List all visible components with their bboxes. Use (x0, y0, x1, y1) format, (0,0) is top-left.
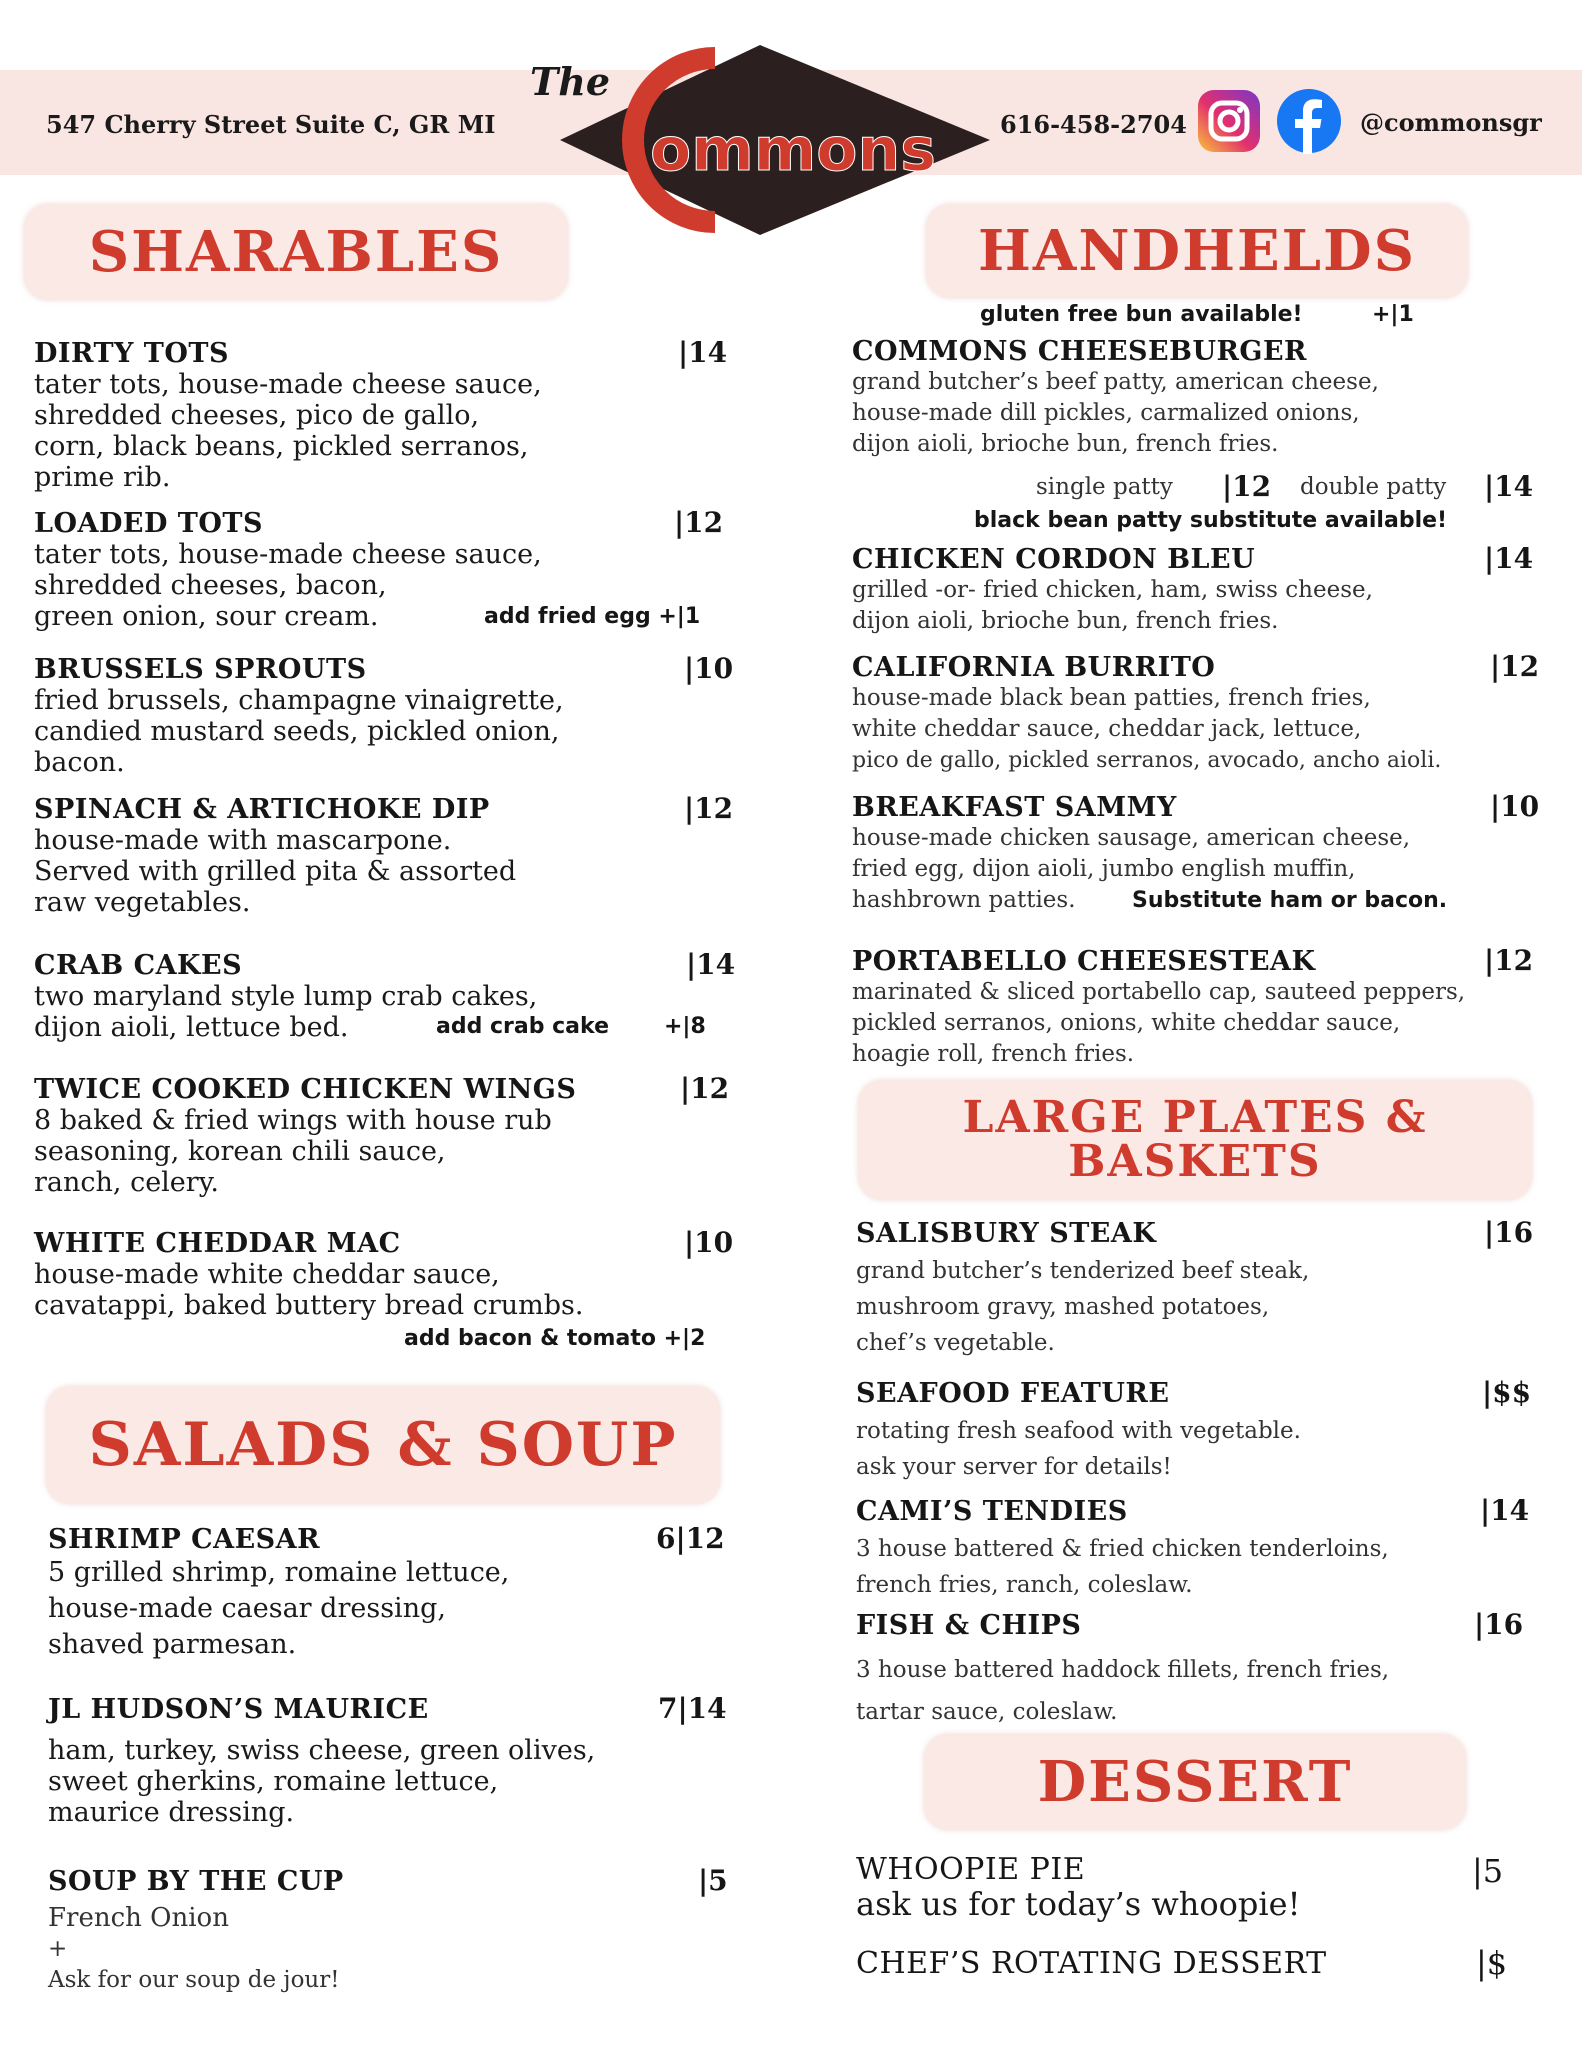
menu-item (34, 1074, 576, 1198)
logo-commons: ommons (650, 115, 936, 185)
large-plates-title-line1: LARGE PLATES & (962, 1092, 1428, 1143)
item-desc-line: raw vegetables. (34, 887, 251, 918)
large-plates-title-line2: BASKETS (1068, 1136, 1322, 1187)
item-note: black bean patty substitute available! (974, 508, 1448, 533)
item-desc-line: candied mustard seeds, pickled onion, (34, 716, 560, 747)
item-note: add crab cake (436, 1014, 609, 1039)
item-price: |14 (1484, 542, 1534, 575)
menu-item (856, 1496, 1389, 1603)
item-desc-line: corn, black beans, pickled serranos, (34, 431, 529, 462)
item-price: |10 (1490, 790, 1540, 823)
item-desc-line: green onion, sour cream. (34, 601, 379, 632)
item-desc-line: pico de gallo, pickled serranos, avocado, ancho aioli. (852, 748, 1442, 773)
item-name: TWICE COOKED CHICKEN WINGS (34, 1074, 577, 1105)
item-name: COMMONS CHEESEBURGER (852, 336, 1307, 367)
double-patty-price: |14 (1484, 470, 1534, 503)
gf-price: +|1 (1372, 302, 1414, 327)
item-name: SHRIMP CAESAR (48, 1524, 321, 1555)
item-desc-line: ranch, celery. (34, 1167, 219, 1198)
item-name: JL HUDSON’S MAURICE (48, 1694, 429, 1725)
item-desc-line: house-made caesar dressing, (48, 1593, 446, 1624)
dessert-title: DESSERT (1037, 1749, 1353, 1815)
menu-item (34, 338, 542, 493)
logo (520, 40, 1000, 240)
double-patty-label: double patty (1300, 474, 1447, 500)
item-name: SEAFOOD FEATURE (856, 1378, 1170, 1409)
item-note: Substitute ham or bacon. (1132, 888, 1448, 913)
single-patty-label: single patty (1036, 474, 1173, 500)
item-name: BREAKFAST SAMMY (852, 792, 1177, 823)
item-desc-line: grand butcher’s tenderized beef steak, (856, 1258, 1310, 1284)
item-price: |14 (1480, 1494, 1530, 1527)
menu-item (856, 1946, 1327, 1981)
facebook-icon[interactable] (1276, 88, 1342, 154)
item-price: |$ (1476, 1944, 1508, 1982)
item-name: LOADED TOTS (34, 508, 263, 539)
item-note: add bacon & tomato +|2 (404, 1326, 706, 1351)
item-desc-line: white cheddar sauce, cheddar jack, lettuce, (852, 716, 1362, 742)
item-price: |5 (698, 1864, 728, 1897)
item-name: DIRTY TOTS (34, 338, 229, 369)
item-desc-line: ask your server for details! (856, 1454, 1172, 1480)
menu-item (34, 508, 542, 632)
item-desc-line: seasoning, korean chili sauce, (34, 1136, 446, 1167)
item-desc-line: house-made black bean patties, french fries, (852, 685, 1371, 711)
item-desc-line: 8 baked & fried wings with house rub (34, 1105, 552, 1136)
item-desc-line: sweet gherkins, romaine lettuce, (48, 1766, 499, 1797)
item-desc-line: ham, turkey, swiss cheese, green olives, (48, 1735, 596, 1766)
sharables-header (24, 204, 568, 300)
item-price: |5 (1472, 1852, 1504, 1890)
item-name: PORTABELLO CHEESESTEAK (852, 946, 1316, 977)
social-handle: @commonsgr (1360, 108, 1542, 137)
item-desc-line: two maryland style lump crab cakes, (34, 981, 538, 1012)
item-price: |16 (1484, 1216, 1534, 1249)
item-desc-line: chef’s vegetable. (856, 1330, 1055, 1356)
item-desc-line: mushroom gravy, mashed potatoes, (856, 1294, 1270, 1320)
item-desc-line: shaved parmesan. (48, 1629, 297, 1660)
item-price: |10 (684, 1226, 734, 1259)
menu-item (34, 794, 516, 918)
item-desc-line: house-made with mascarpone. (34, 825, 452, 856)
menu-item (34, 1228, 583, 1321)
item-name: FISH & CHIPS (856, 1610, 1082, 1641)
item-name: CALIFORNIA BURRITO (852, 652, 1216, 683)
menu-item (48, 1694, 595, 1828)
item-desc-line: ask us for today’s whoopie! (856, 1885, 1301, 1923)
menu-item (856, 1218, 1309, 1361)
item-desc-line: fried brussels, champagne vinaigrette, (34, 685, 564, 716)
item-name: CAMI’S TENDIES (856, 1496, 1128, 1527)
item-desc-line: 5 grilled shrimp, romaine lettuce, (48, 1557, 510, 1588)
menu-item (48, 1866, 344, 1996)
item-desc-line: prime rib. (34, 462, 171, 493)
menu-item (856, 1378, 1301, 1485)
item-desc-line: shredded cheeses, pico de gallo, (34, 400, 480, 431)
menu-item (852, 652, 1441, 776)
item-name: WHOOPIE PIE (856, 1852, 1086, 1887)
single-patty-price: |12 (1222, 470, 1272, 503)
handhelds-header (926, 204, 1468, 298)
salads-title: SALADS & SOUP (88, 1410, 678, 1480)
menu-item (856, 1852, 1300, 1921)
menu-item (852, 336, 1379, 460)
dessert-header (924, 1734, 1466, 1830)
item-desc-line: dijon aioli, brioche bun, french fries. (852, 608, 1279, 634)
phone: 616-458-2704 (1000, 110, 1187, 139)
menu-item (852, 544, 1373, 637)
item-desc-line: marinated & sliced portabello cap, sauteed peppers, (852, 979, 1466, 1005)
item-desc-line: + (48, 1936, 68, 1962)
item-desc-line: tater tots, house-made cheese sauce, (34, 369, 542, 400)
item-desc-line: grilled -or- fried chicken, ham, swiss cheese, (852, 577, 1373, 603)
menu-item (852, 946, 1465, 1070)
item-price: |10 (684, 652, 734, 685)
item-desc-line: fried egg, dijon aioli, jumbo english muffin, (852, 856, 1356, 882)
item-price: |$$ (1482, 1376, 1532, 1409)
item-desc-line: tartar sauce, coleslaw. (856, 1699, 1118, 1725)
item-desc-line: dijon aioli, brioche bun, french fries. (852, 431, 1279, 457)
item-desc-line: cavatappi, baked buttery bread crumbs. (34, 1290, 584, 1321)
menu-item (856, 1610, 1389, 1733)
salads-header (46, 1386, 720, 1504)
item-desc-line: Ask for our soup de jour! (48, 1967, 340, 1993)
item-desc-line: French Onion (48, 1903, 229, 1933)
item-desc-line: pickled serranos, onions, white cheddar sauce, (852, 1010, 1401, 1036)
item-desc-line: house-made dill pickles, carmalized onions, (852, 400, 1360, 426)
item-price: |12 (684, 792, 734, 825)
gf-note: gluten free bun available! (980, 302, 1303, 327)
item-price: |16 (1474, 1608, 1524, 1641)
sharables-title: SHARABLES (88, 219, 504, 285)
item-desc-line: shredded cheeses, bacon, (34, 570, 387, 601)
logo-the: The (530, 59, 611, 104)
item-name: WHITE CHEDDAR MAC (34, 1228, 401, 1259)
item-desc-line: grand butcher’s beef patty, american cheese, (852, 369, 1379, 395)
item-desc-line: Served with grilled pita & assorted (34, 856, 517, 887)
item-price: |14 (686, 948, 736, 981)
item-price: |12 (1490, 650, 1540, 683)
item-desc-line: dijon aioli, lettuce bed. (34, 1012, 349, 1043)
item-note-price: +|8 (664, 1014, 706, 1039)
menu-item (34, 654, 564, 778)
item-price: 7|14 (658, 1692, 727, 1725)
item-desc-line: 3 house battered & fried chicken tenderloins, (856, 1536, 1389, 1562)
item-desc-line: 3 house battered haddock fillets, french fries, (856, 1657, 1390, 1683)
item-name: BRUSSELS SPROUTS (34, 654, 367, 685)
item-desc-line: rotating fresh seafood with vegetable. (856, 1418, 1301, 1444)
item-desc-line: house-made white cheddar sauce, (34, 1259, 500, 1290)
item-price: |12 (1484, 944, 1534, 977)
item-desc-line: maurice dressing. (48, 1797, 295, 1828)
item-name: CHEF’S ROTATING DESSERT (856, 1946, 1327, 1981)
item-name: CHICKEN CORDON BLEU (852, 544, 1256, 575)
item-name: CRAB CAKES (34, 950, 243, 981)
item-desc-line: french fries, ranch, coleslaw. (856, 1572, 1193, 1598)
menu-item (48, 1524, 509, 1663)
item-desc-line: bacon. (34, 747, 125, 778)
item-desc-line: tater tots, house-made cheese sauce, (34, 539, 542, 570)
item-price: |12 (674, 506, 724, 539)
item-note: add fried egg +|1 (484, 604, 701, 629)
item-price: |14 (678, 336, 728, 369)
item-desc-line: hashbrown patties. (852, 887, 1076, 913)
item-price: |12 (680, 1072, 730, 1105)
instagram-icon[interactable] (1196, 88, 1262, 154)
large-plates-header (858, 1080, 1532, 1200)
address: 547 Cherry Street Suite C, GR MI (46, 110, 496, 139)
handhelds-title: HANDHELDS (977, 218, 1417, 284)
item-desc-line: hoagie roll, french fries. (852, 1041, 1135, 1067)
item-name: SOUP BY THE CUP (48, 1866, 344, 1897)
item-name: SALISBURY STEAK (856, 1218, 1157, 1249)
item-price: 6|12 (656, 1522, 725, 1555)
item-name: SPINACH & ARTICHOKE DIP (34, 794, 490, 825)
item-desc-line: house-made chicken sausage, american cheese, (852, 825, 1411, 851)
